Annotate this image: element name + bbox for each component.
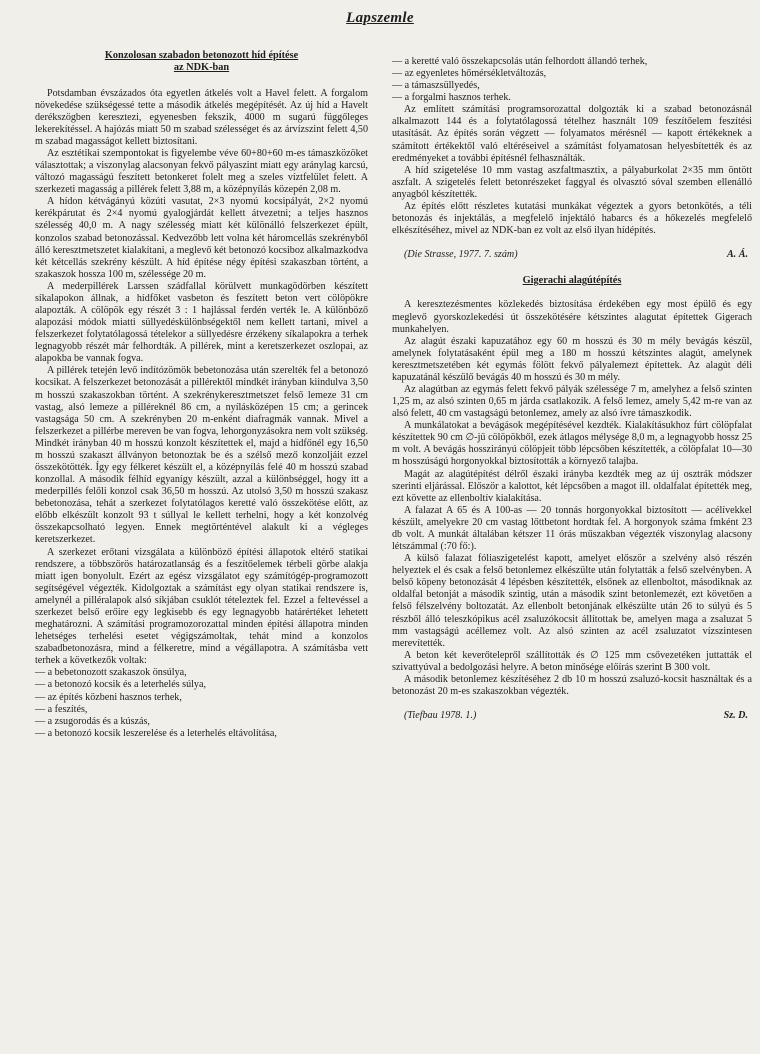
right-column [392,56,752,722]
load-list [35,667,368,739]
list-item: — az építés közbeni hasznos terhek, [35,691,182,703]
list-item: — az egyenletes hőmérsékletváltozás, [392,68,547,80]
list-item: — a zsugorodás és a kúszás, [35,715,150,727]
article1-paragraph: A híd szigetelése 10 mm vastag aszfaltmasztix, a pályaburkolat 2×35 mm öntött aszfalt. A szigetelés felett betonrészeket faggyal és olvasztó sóval szemben ellenálló anyagból készítették. [392,164,752,200]
article2-paragraph: Az alagútban az egymás felett fekvő pályák szélessége 7 m, amelyhez a felső szinten 1,25 m, az alsó szinten 0,65 m járda csatlakozik. A felső lemez, amely 5,42 m-re van az alsó felett, 40 cm vastagságú betonlemez, amely az alsó ívre támaszkodik. [392,384,752,420]
article2-title: Gigerachi alagútépítés [522,275,622,287]
article1-paragraph: Az építés előtt részletes kutatási munkákat végeztek a gyors betonkötés, a téli betonozás és injektálás, a megfelelő injektáló habarcs és a hőkezelés megfelelő elkészítéséhez, mivel az NDK-ban ez volt az első ilyan hídépítés. [392,200,752,237]
left-column [35,50,368,740]
article2-paragraph: Magát az alagútépítést délről északi irányba kezdték meg az új osztrák módszer szerinti eljárással. Először a kalottot, két lépcsőben a magot ill. oldalfalat építették meg, ezt követte az ellenboltív kialakítása. [392,468,752,504]
section-title: Lapszemle [346,10,414,26]
list-item: — a feszítés, [35,703,88,715]
list-item: — a bebetonozott szakaszok önsúlya, [35,667,187,679]
article2-paragraph: A második betonlemez készítéséhez 2 db 10 m hosszú zsaluzó-kocsit használtak és a betonozást 20 m-es szakaszokban végezték. [392,673,752,697]
article2-paragraph: Az alagút északi kapuzatához egy 60 m hosszú és 30 m mély bevágás készül, amelynek folytatásaként épül meg a 180 m hosszú kétszintes alagút, amelynek keresztmetszetében két egymás fölött fekvő pályalemezt építettek. Az alagút déli kapuzatánál készülő bevágás 40 m hosszú és 30 m mély. [392,335,752,383]
article1-paragraph: A hídon kétvágányú közúti vasutat, 2×3 nyomú kocsipályát, 2×2 nyomú kerékpárutat és 2×4 nyomú gyalogjárdát kellett átvezetni; a teljes hasznos szélesség 40,0 m. A nagy szélesség miatt két különálló felszerkezet épült, konzolos szabad betonozással. Kedvezőbb lett volna két háromcellás szekrényből álló keresztmetszetet kialakítani, a meglevő két betonozó kocsiboz alkalmazkodva két kétcellás szekrény készült. A híd építése négy építési szakaszban történt, a szakaszok hossza 100 m, szélessége 20 m. [35,196,368,280]
article1-title-line1: Konzolosan szabadon betonozott híd építése [104,50,299,61]
article1-paragraph: Potsdamban évszázados óta egyetlen átkelés volt a Havel felett. A forgalom növekedése szükségessé tette a második átkelés megépítését. Az új híd a Havelt derékszögben keresztezi, egyenesben fekszik, 4000 m sugarú függőleges lekerekítéssel. A hajózás miatt 50 m szabad szélességet és az árvízszint felett 4,50 m szabad magasságot kellett biztosítani. [35,87,368,147]
article2-source-line [392,710,752,722]
article2-paragraph: A keresztezésmentes közlekedés biztosítása érdekében egy most épülő és egy meglevő gyorskozlekedési út összekötésére kétszintes alagutat építettek Gigerach munkahelyen. [392,299,752,335]
article2-source: (Tiefbau 1978. 1.) [404,710,477,722]
load-list-continued [392,56,752,104]
article1-paragraph: A mederpillérek Larssen szádfallal körülvett munkagödörben készített síkalapokon állnak, a hídfőket vasbeton és feszített beton vert cölöpökre alapozták. A cölöpök egy részét 3 : 1 hajlással ferdén verték le. A különböző alapozási módok miatti süllyedéskülönbségektől nem kellett tartani, mivel a felszerkezet folytatólagossá tételekor a süllyedésre érzékeny síkalapokra a terhek legnagyobb részét már felhordták. A pillérek, mint a keretszerkezet oszlopai, az alapokba be vannak fogva. [35,280,368,365]
list-item: — a keretté való összekapcsolás után felhordott állandó terhek, [392,56,648,67]
article1-title [35,50,368,75]
article1-source: (Die Strasse, 1977. 7. szám) [404,249,518,261]
article1-paragraph: A szerkezet erőtani vizsgálata a különböző építési állapotok eltérő statikai rendszere, a többszörös határozatlanság és a feszítőelemek térbeli görbe alakja miatt igen bonyolult. Ezért az egész vizsgálatot egy számítógép-programozott segítségével végezték. Kidolgoztak a számítást egy olyan statikai rendszere is, amelynél a pilléralapok alsó síkjában csuklót tételeztek fel. Ezzel a feltevéssel a szerkezet belső erőire egy legkisebb és egy legnagyobb határértéket lehetett meghatározni. A számítási programozorozattal minden építési állapotra minden lehetséges terhelési esetet végigszámoltak, tehát mind a konzolos szabadbetonozásra, mind a félkeretre, mind a végállapotra. A számításba vett terhek a következők voltak: [35,546,368,667]
article1-paragraph: Az említett számítási programsorozattal dolgozták ki a szabad betonozásnál alkalmazott 144 és a folytatólagossá tételhez használt 109 feszítőelem feszítési utasítását. Az építés során végzett — folyamatos mérésnél — kapott értékeknek a számított értékektől való eltéréseivel a számítást folyamatosan helyesbítették és az eredményeket a további építésnél felhasználták. [392,104,752,164]
article2-paragraph: A beton két keverőtelepről szállították és ∅ 125 mm csővezetéken juttatták el szivattyúval a bedolgozási helyre. A beton minősége előírás szerint B 300 volt. [392,649,752,673]
article2-paragraph: A falazat A 65 és A 100-as — 20 tonnás horgonyokkal biztosított — acélívekkel készült, amelyekre 20 cm vastag lőttbetont hordtak fel. A horgonyok száma fmként 23 db volt. A munkát általában kétszer 11 órás műszakban végezték viszonylag alacsony létszámmal (:70 fő:). [392,504,752,553]
list-item: — a betonozó kocsik leszerelése és a leterhelés eltávolítása, [35,727,277,739]
list-item: — a támaszsüllyedés, [392,80,480,92]
list-item: — a betonozó kocsik és a leterhelés súlya, [35,679,206,691]
article2-paragraph: A munkálatokat a bevágások megépítésével kezdték. Kialakításukhoz fúrt cölöpfalat készítettek 90 cm ∅-jű cölöpökből, ezek átlagos mélysége 8,0 m, a legnagyobb hossz 25 m volt. A bevágás hosszirányú cölöpjeit több lépcsőben készítették, a cölöpfalat 10—30 m hosszúságú horgonyokkal biztosították a környező talajba. [392,420,752,468]
article1-paragraph: A pillérek tetején levő indítózömök bebetonozása után szerelték fel a betonozó kocsikat. A felszerkezet betonozását a pillérektől mindkét irányban kiindulva 3,50 m hosszú szakaszokban történt. A szekrénykeresztmetszet felső lemeze 31 cm vastag, alsó lemeze a pilléreknél 86 cm, a nyílásközépen 15 cm; a gerincek vastagsága 50 cm. A szekrényben 20 m-enként diafragmák vannak. Mivel a felszerkezet a pillérbe mereven be van fogva, lehorgonyzásokra nem volt szükség. Mindkét irányban 40 m hosszú konzolt készítettek el, majd a hídfőnél egy 16,50 m hosszú szakaszt állványon betonoztak be és a szélső mező konzoljáit ezzel összekötötték. Így egy félkeret készült el, a középnyílás felé 40 m hosszú szabad konzollal. A második félhíd egyanígy készült, azzal a különbséggel, hogy itt a mederpillés felőli konzol csak 36,50 m hosszú. Az utolsó 3,50 m hosszú szakasz bebetonozása, tehát a szerkezet folytatólagos keretté való összekötése előtt, az előbb elkészült konzolt 93 t súllyal le kellett terhelni, hogy a két konzolvég összekapcsolható legyen. Ennek megtörténtével alakult ki a végleges keretszerkezet. [35,365,368,546]
article1-title-line2: az NDK-ban [173,62,230,74]
article2-author: Sz. D. [723,710,748,722]
list-item: — a forgalmi hasznos terhek. [392,92,511,104]
article1-author: A. Á. [726,249,748,261]
article1-source-line [392,249,752,261]
article2-paragraph: A külső falazat fóliaszigetelést kapott, amelyet először a szelvény alsó részén helyeztek el és csak a felső betonlemez elkészülte után folytatták a felső szelvényben. A belső köpeny betonozását 4 lépésben készítették, elsőnek az ellenboltot, másodiknak az oldalfal betonját a második szintig, után a második szint betonlemezét, ezt követően a felső félszelvény boltozatát. Az ellenbolt betonjának elkészülte után 26 to súlyú és 5 részből álló teleszkópikus acél zsaluzókocsit állítottak be, amelyen maga a zsaluzat 5 mm vastagságú acéllemez volt. Az alsó szinten az acél zsaluzatot vízszintesen merevítették. [392,553,752,649]
article1-paragraph: Az esztétikai szempontokat is figyelembe véve 60+80+60 m-es támaszközöket választottak; a viszonylag alacsonyan fekvő pályaszint miatt egy aránylag karcsú, változó magasságú feszített betonkeret folelt meg a szeles víztfelület felett. A szerkezeti magasság a pillérek felett 3,88 m, a középnyílás közepén 2,08 m. [35,147,368,196]
